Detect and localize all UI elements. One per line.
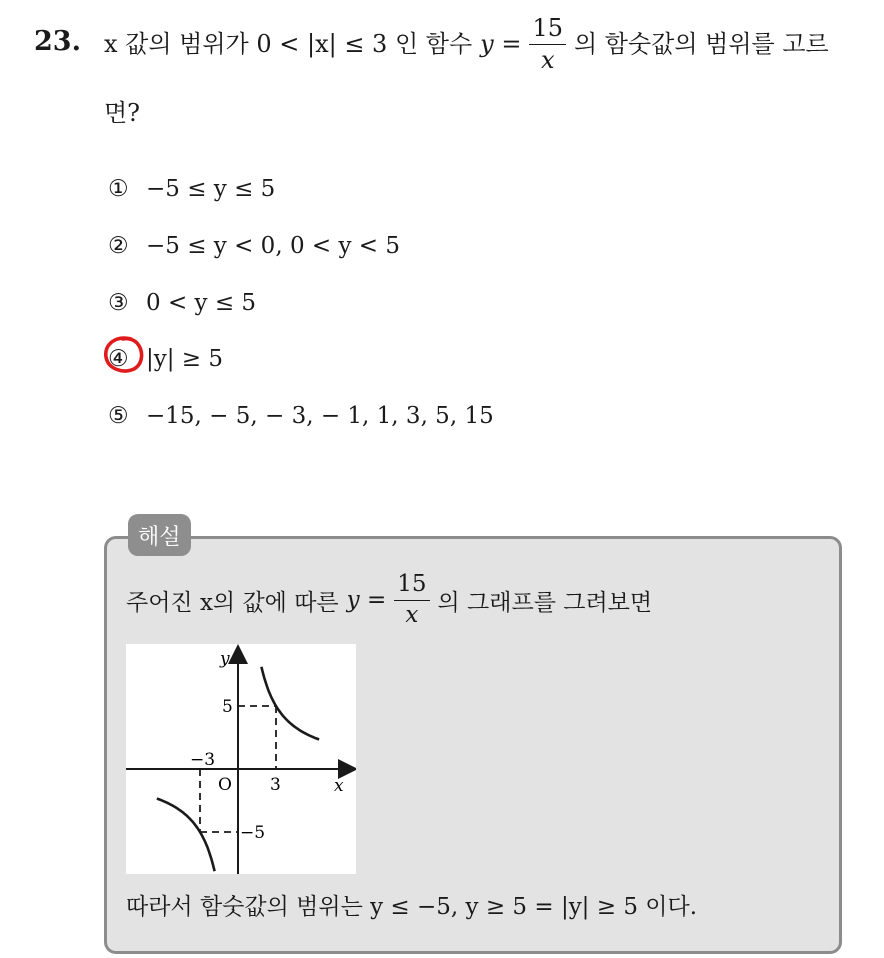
solution-text-1: 주어진 x의 값에 따른 xyxy=(126,589,339,616)
option-1-mark: ① xyxy=(108,176,129,202)
solution-text-2: 의 그래프를 그려보면 xyxy=(437,589,653,616)
stem-fraction xyxy=(529,15,566,74)
curve-first-quadrant xyxy=(261,667,319,740)
stem-y-equals: y = xyxy=(480,30,522,58)
stem-text-2: 의 함숫값의 범위를 고르 xyxy=(573,30,829,58)
question-number: 23. xyxy=(34,26,81,57)
graph-svg xyxy=(126,644,356,874)
option-5-mark: ⑤ xyxy=(108,403,129,429)
option-3-mark: ③ xyxy=(108,290,129,316)
tick-label-5: 5 xyxy=(222,697,233,717)
tick-label-neg5: −5 xyxy=(240,823,266,843)
option-2-mark: ② xyxy=(108,233,129,259)
option-3[interactable] xyxy=(108,286,256,320)
option-1-text: −5 ≤ y ≤ 5 xyxy=(146,176,276,202)
option-4-text: |y| ≥ 5 xyxy=(146,346,224,372)
question-stem xyxy=(104,13,864,127)
x-axis-label: x xyxy=(334,776,344,796)
option-2[interactable] xyxy=(108,229,400,263)
solution-y-equals: y = xyxy=(346,587,387,613)
solution-line-2: 따라서 함숫값의 범위는 y ≤ −5, y ≥ 5 = |y| ≥ 5 이다. xyxy=(126,893,698,920)
tick-label-3: 3 xyxy=(270,775,281,795)
solution-line-1 xyxy=(126,570,652,630)
solution-label: 해설 xyxy=(128,514,191,556)
solution-fraction-numerator: 15 xyxy=(394,572,429,601)
option-2-text: −5 ≤ y < 0, 0 < y < 5 xyxy=(146,233,400,259)
solution-fraction-denominator: x xyxy=(405,602,419,628)
stem-fraction-denominator: x xyxy=(540,46,555,74)
curve-third-quadrant xyxy=(157,799,215,872)
stem-text-1: x 값의 범위가 0 < |x| ≤ 3 인 함수 xyxy=(104,30,473,58)
stem-fraction-numerator: 15 xyxy=(529,15,566,45)
answer-circle-icon xyxy=(101,333,147,377)
origin-label: O xyxy=(218,775,232,795)
option-4-mark: ④ xyxy=(108,346,129,372)
stem-text-line2: 면? xyxy=(104,99,141,127)
option-5-text: −15, − 5, − 3, − 1, 1, 3, 5, 15 xyxy=(146,403,494,429)
option-5[interactable] xyxy=(108,399,494,433)
y-axis-label: y xyxy=(220,649,230,669)
solution-fraction xyxy=(394,572,429,629)
function-graph xyxy=(126,644,356,874)
tick-label-neg3: −3 xyxy=(190,750,216,770)
option-3-text: 0 < y ≤ 5 xyxy=(146,290,257,316)
option-1[interactable] xyxy=(108,172,275,206)
